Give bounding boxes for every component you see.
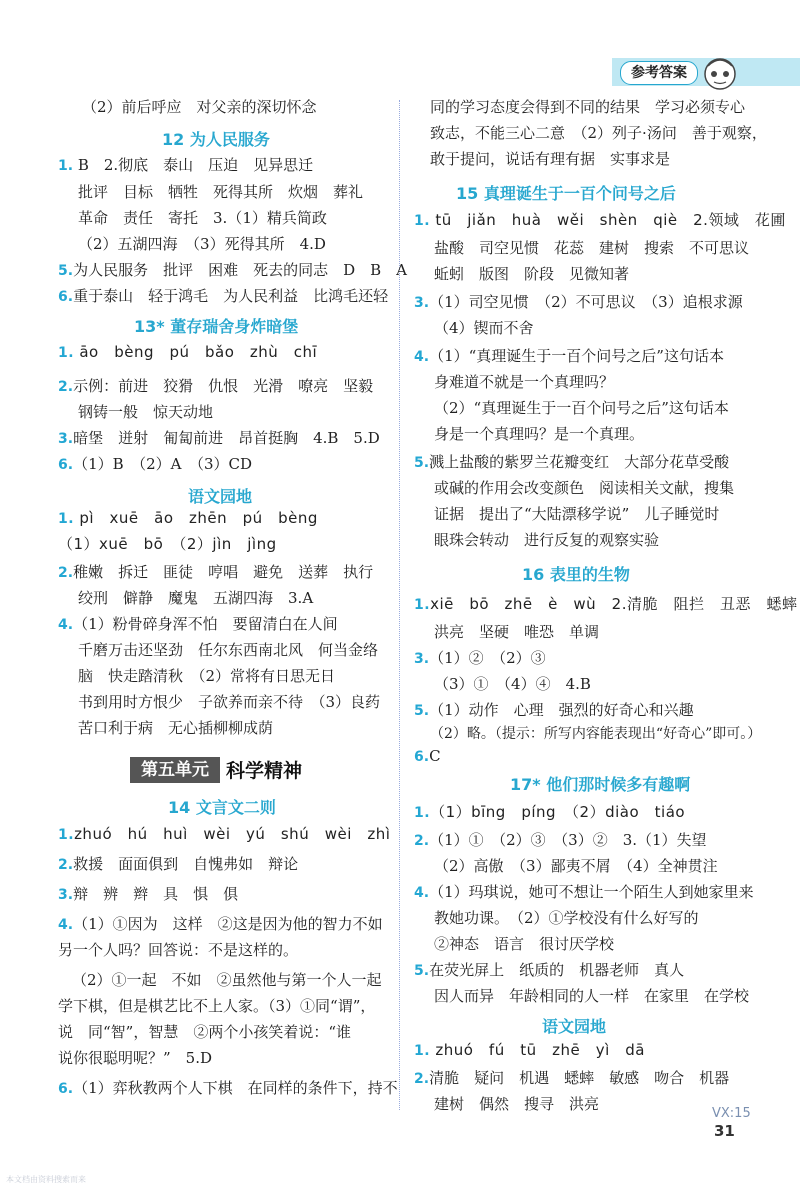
answer-line: 暗堡 迸射 匍匐前进 昂首挺胸 4.B 5.D [73, 429, 380, 447]
answer-line: （1）动作 心理 强烈的好奇心和兴趣 [429, 701, 694, 719]
answer-line: （1）粉骨碎身浑不怕 要留清白在人间 [73, 615, 338, 633]
answer-line: （1）①因为 这样 ②这是因为他的智力不如 [73, 915, 383, 933]
answer-key-label: 参考答案 [620, 61, 698, 85]
unit-title: 科学精神 [226, 760, 303, 782]
answer-line: 脑 快走踏清秋 （2）常将有日思无日 [78, 667, 336, 685]
answer-line: 革命 责任 寄托 3.（1）精兵简政 [78, 209, 327, 227]
answer-line: 建树 偶然 搜寻 洪亮 [434, 1095, 600, 1113]
answer-line: 溅上盐酸的紫罗兰花瓣变红 大部分花草受酸 [429, 453, 730, 471]
answer-line: 钢铸一般 惊天动地 [78, 403, 214, 421]
watermark-text: VX:15 [712, 1106, 751, 1121]
answer-line: 身是一个真理吗？是一个真理。 [434, 425, 645, 443]
footer-text: 本文档由资料搜索而来 [6, 1175, 86, 1184]
answer-line: 蚯蚓 版图 阶段 见微知著 [434, 265, 630, 283]
lesson-16-title: 16 表里的生物 [522, 565, 630, 584]
answer-line: （2）五湖四海 （3）死得其所 4.D [78, 235, 326, 253]
answer-line: 致志，不能三心二意 （2）列子·汤问 善于观察， [430, 124, 767, 142]
pinyin-line: （1）bīng píng （2）diào tiáo [430, 803, 686, 821]
answer-line: ②神态 语言 很讨厌学校 [434, 935, 615, 953]
pinyin-line: xiē bō zhē è wù 2.清脆 阻拦 丑恶 蟋蟀 [430, 595, 798, 613]
answer-line: B 2.彻底 泰山 压迫 见异思迁 [77, 156, 314, 174]
answer-line: （1）司空见惯 （2）不可思议 （3）追根求源 [429, 293, 743, 311]
pinyin-line: āo bèng pú bǎo zhù chī [79, 343, 318, 361]
answer-line: 救援 面面俱到 自愧弗如 辩论 [73, 855, 299, 873]
lesson-14-title: 14 文言文二则 [168, 798, 276, 817]
answer-line: 为人民服务 批评 困难 死去的同志 D B A [73, 261, 407, 279]
lesson-12-title: 12 为人民服务 [162, 130, 270, 149]
pinyin-line: zhuó fú tū zhē yì dā [435, 1041, 645, 1059]
answer-line: 因人而异 年龄相同的人一样 在家里 在学校 [434, 987, 750, 1005]
page-number: 31 [714, 1122, 735, 1140]
answer-line: 说你很聪明呢？” 5.D [58, 1049, 213, 1067]
answer-line: （1）玛琪说，她可不想让一个陌生人到她家里来 [429, 883, 754, 901]
answer-line: 教她功课。 （2）①学校没有什么好写的 [434, 909, 699, 927]
lesson-13-title: 13* 董存瑞舍身炸暗堡 [134, 317, 299, 336]
answer-line: 证据 提出了“大陆漂移学说” 儿子睡觉时 [434, 505, 720, 523]
answer-line: （1）B （2）A （3）CD [73, 455, 253, 473]
answer-line: 辩 辨 辫 具 惧 俱 [73, 885, 239, 903]
answer-line: （4）锲而不舍 [434, 319, 534, 337]
answer-line: （2）高傲 （3）鄙夷不屑 （4）全神贯注 [434, 857, 718, 875]
answer-line: 盐酸 司空见惯 花蕊 建树 搜索 不可思议 [434, 239, 750, 257]
answer-line: 示例：前进 狡猾 仇恨 光滑 嘹亮 坚毅 [73, 377, 374, 395]
answer-line: 绞刑 僻静 魔鬼 五湖四海 3.A [78, 589, 314, 607]
answer-line: 同的学习态度会得到不同的结果 学习必须专心 [430, 98, 746, 116]
column-divider [399, 100, 400, 1110]
yuwen-yuandi-title: 语文园地 [188, 487, 253, 506]
answer-line: C [429, 747, 441, 765]
answer-line: （1）“真理诞生于一百个问号之后”这句话本 [429, 347, 724, 365]
answer-line: 苦口利于病 无心插柳柳成荫 [78, 719, 274, 737]
answer-line: （1）② （2）③ [429, 649, 546, 667]
answer-line: 学下棋，但是棋艺比不上人家。（3）①同“谓”， [58, 997, 376, 1015]
answer-line: 眼珠会转动 进行反复的观察实验 [434, 531, 660, 549]
answer-line: 重于泰山 轻于鸿毛 为人民利益 比鸿毛还轻 [73, 287, 389, 305]
pinyin-line: tū jiǎn huà wěi shèn qiè 2.领域 花圃 [435, 211, 786, 229]
answer-line: 说 同“智”，智慧 ②两个小孩笑着说：“谁 [58, 1023, 352, 1041]
answer-line: 批评 目标 牺牲 死得其所 炊烟 葬礼 [78, 183, 364, 201]
answer-line: （2）①一起 不如 ②虽然他与第一个人一起 [72, 971, 382, 989]
answer-line: 清脆 疑问 机遇 蟋蟀 敏感 吻合 机器 [429, 1069, 730, 1087]
pinyin-line: zhuó hú huì wèi yú shú wèi zhì [74, 825, 391, 843]
answer-line: 千磨万击还坚劲 任尔东西南北风 何当金络 [78, 641, 379, 659]
answer-line: （1）弈秋教两个人下棋 在同样的条件下，持不 [73, 1079, 398, 1097]
answer-line: （1）① （2）③ （3）② 3.（1）失望 [429, 831, 707, 849]
yuwen-yuandi-2-title: 语文园地 [542, 1017, 607, 1036]
answer-line: （3）① （4）④ 4.B [434, 675, 591, 693]
answer-line: 或碱的作用会改变颜色 阅读相关文献，搜集 [434, 479, 735, 497]
mascot-icon [700, 54, 740, 92]
answer-line: 洪亮 坚硬 唯恐 单调 [434, 623, 600, 641]
answer-line: （2）“真理诞生于一百个问号之后”这句话本 [434, 399, 729, 417]
lesson-15-title: 15 真理诞生于一百个问号之后 [456, 184, 676, 203]
answer-line: 另一个人吗？回答说：不是这样的。 [58, 941, 299, 959]
answer-line: 书到用时方恨少 子欲养而亲不待 （3）良药 [78, 693, 381, 711]
unit-badge: 第五单元 [130, 757, 220, 783]
pinyin-line: （1）xuē bō （2）jìn jìng [58, 535, 277, 553]
answer-line: （2）前后呼应 对父亲的深切怀念 [82, 98, 317, 116]
lesson-17-title: 17* 他们那时候多有趣啊 [510, 775, 691, 794]
pinyin-line: pì xuē āo zhēn pú bèng [79, 509, 318, 527]
answer-line: 在荧光屏上 纸质的 机器老师 真人 [429, 961, 685, 979]
answer-line: 敢于提问，说话有理有据 实事求是 [430, 150, 671, 168]
answer-line: 稚嫩 拆迁 匪徒 哼唱 避免 送葬 执行 [73, 563, 374, 581]
answer-line: 身难道不就是一个真理吗？ [434, 373, 615, 391]
answer-line: （2）略。（提示：所写内容能表现出“好奇心”即可。） [430, 726, 762, 742]
